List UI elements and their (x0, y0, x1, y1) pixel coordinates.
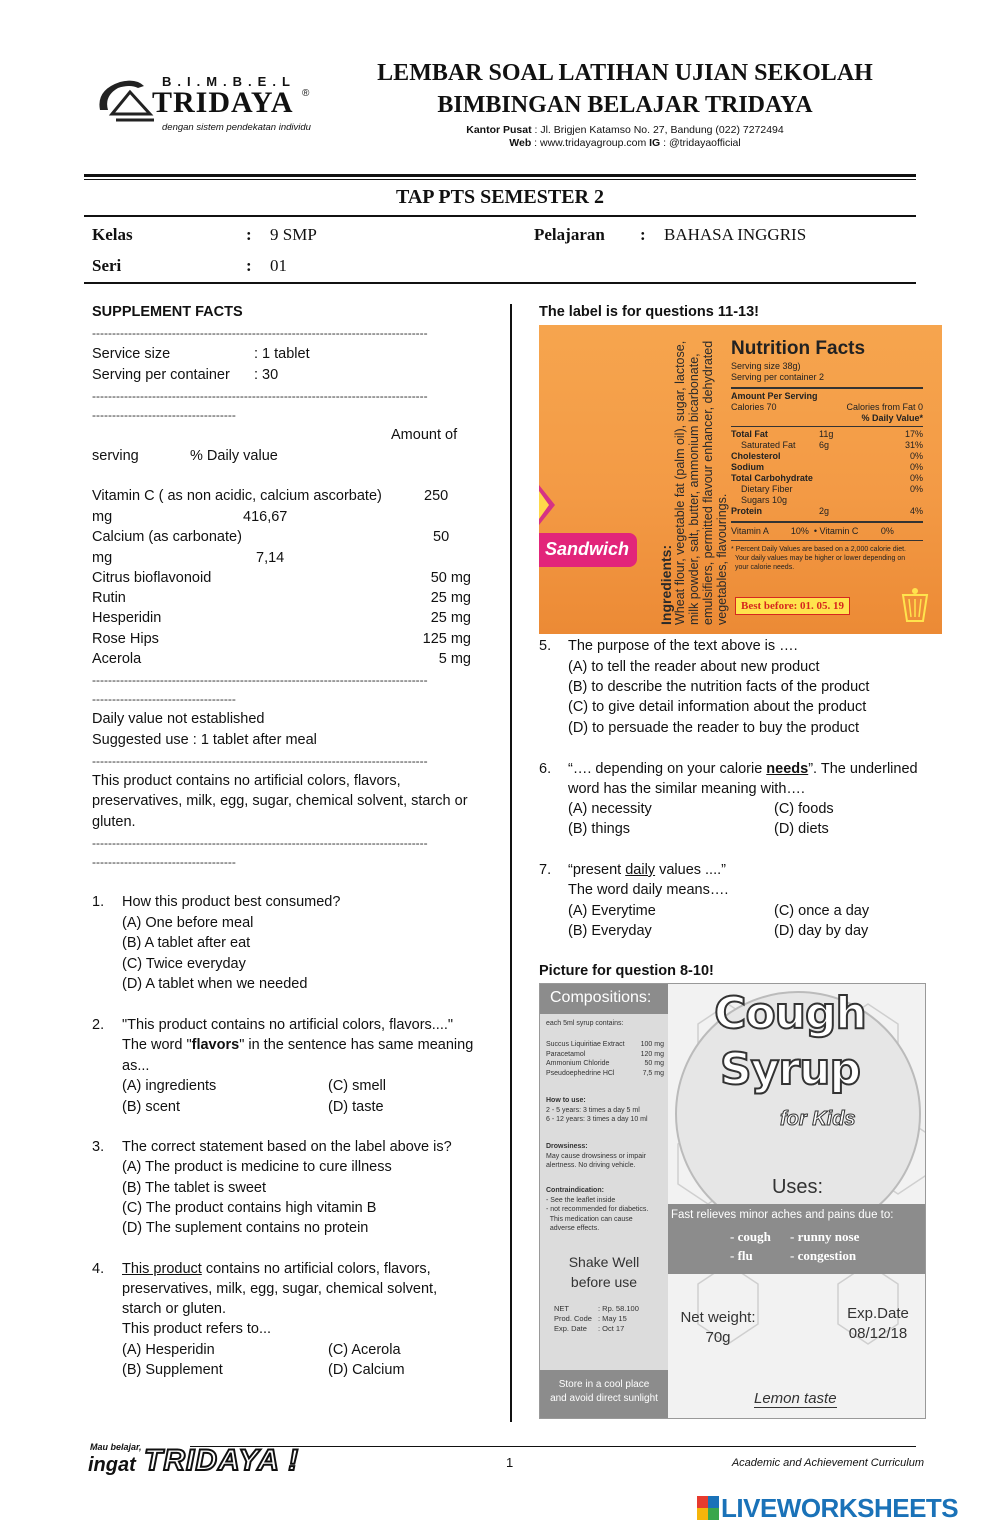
tridaya-logo (92, 70, 322, 140)
seri-value: 01 (270, 256, 287, 275)
q7-text-pre: “present (568, 862, 626, 878)
answer-option[interactable]: (C) Acerola (328, 1342, 401, 1358)
answer-option[interactable]: (C) Twice everyday (122, 956, 246, 972)
answer-option[interactable]: (C) foods (774, 801, 834, 817)
dash-line: ------------------------------------ (92, 692, 236, 706)
supplement-item-name: Hesperidin (92, 610, 162, 626)
nutrient-label: Saturated Fat (741, 440, 796, 450)
question-text: preservatives, milk, egg, sugar, chemical solvent, (122, 1281, 438, 1297)
answer-option[interactable]: (D) diets (774, 821, 829, 837)
prod-value: : May 15 (598, 1314, 627, 1323)
dash-line: ------------------------------------ (92, 855, 236, 869)
contra-line: - not recommended for diabetics. (546, 1206, 649, 1213)
nutrient-label: Sodium (731, 462, 764, 472)
nutrient-dv: 0% (909, 462, 923, 472)
liveworksheets-text: LIVEWORKSHEETS (721, 1493, 959, 1523)
question-text (122, 1037, 473, 1053)
vitamins: Vitamin A 10% • Vitamin C 0% (731, 526, 894, 536)
answer-option[interactable]: (A) Hesperidin (122, 1342, 215, 1358)
header-divider-thick (84, 174, 916, 177)
drowsiness-line: alertness. No driving vehicle. (546, 1162, 636, 1169)
supplement-item-name: Rutin (92, 590, 126, 606)
vitamin-c-name: Vitamin C ( as non acidic, calcium ascorbate) (92, 488, 382, 504)
answer-option[interactable]: (D) Calcium (328, 1362, 405, 1378)
ingredients-title: Ingredients: (658, 544, 674, 625)
panel-rule (731, 540, 923, 541)
supplement-title: SUPPLEMENT FACTS (92, 304, 243, 320)
exam-title: TAP PTS SEMESTER 2 (395, 186, 605, 208)
how-to-use-line: 6 - 12 years: 3 times a day 10 ml (546, 1116, 648, 1123)
ingredients-line: emulsifiers, permitted flavour enhancer, dehydrated (701, 340, 715, 625)
supplement-item-amount: 25 mg (430, 590, 471, 606)
answer-option[interactable]: (D) A tablet when we needed (122, 976, 308, 992)
nutrition-panel (731, 337, 923, 572)
sandwich-text: Sandwich (545, 539, 630, 559)
net-weight-value: 70g (705, 1329, 731, 1346)
pelajaran-value: BAHASA INGGRIS (664, 225, 807, 244)
question-number: 1. (92, 894, 105, 910)
exp-date-label: Exp.Date (847, 1305, 909, 1322)
uses-title: Uses: (771, 1176, 824, 1198)
net-label: NET (554, 1304, 569, 1313)
question-number: 5. (539, 638, 552, 654)
exp-label: Exp. Date (554, 1324, 587, 1333)
nutrient-dv: 4% (909, 506, 923, 516)
daily-value-header: % Daily value (190, 448, 278, 464)
answer-option[interactable]: (B) things (568, 821, 631, 837)
slogan-brand: TRIDAYA ! (144, 1444, 300, 1477)
slogan-small: Mau belajar, (90, 1442, 142, 1452)
contra-line: adverse effects. (546, 1225, 600, 1232)
question-text: starch or gluten. (122, 1301, 226, 1317)
drowsiness-line: May cause drowsiness or impair (546, 1152, 646, 1160)
exp-date (838, 1304, 918, 1344)
q6-underlined-word: needs (766, 761, 809, 777)
question-text: This product refers to... (122, 1321, 272, 1337)
vitamin-c-dv: 416,67 (243, 509, 288, 525)
syrup-ingredients (546, 1040, 664, 1078)
ig-text: : @tridayaofficial (660, 137, 741, 149)
syrup-ingredient-row (546, 1059, 664, 1069)
nutrition-row (731, 484, 923, 495)
contains-line-2: preservatives, milk, egg, sugar, chemical solvent, starch or (92, 793, 468, 809)
nutrient-amount: 2g (819, 506, 830, 516)
question-number: 6. (539, 761, 552, 777)
question-number: 2. (92, 1017, 105, 1033)
brand-syrup: Syrup (720, 1044, 860, 1095)
dv-header: % Daily Value* (861, 413, 923, 423)
nutrient-label: Protein (731, 506, 763, 516)
footnote: your calorie needs. (735, 564, 795, 571)
exp-value: : Oct 17 (598, 1324, 625, 1333)
amount-per: Amount Per Serving (731, 391, 818, 401)
live-badge-text: LIVE (697, 1520, 708, 1526)
ingredients-line: vegetables, flavourings. (715, 493, 729, 625)
nutrition-row (731, 495, 923, 506)
logo-bimbel: B.I.M.B.E.L (162, 74, 296, 89)
prod-row (554, 1314, 666, 1324)
dash-line: ------------------------------------------------------------------------------------ (92, 754, 428, 768)
answer-option[interactable]: (A) The product is medicine to cure illness (122, 1159, 392, 1175)
nutrition-row (731, 473, 923, 484)
info-divider (84, 282, 916, 284)
answer-option[interactable]: (B) The tablet is sweet (122, 1180, 266, 1196)
panel-rule (731, 521, 923, 523)
dash-line: ------------------------------------ (92, 408, 236, 422)
header-title-2: BIMBINGAN BELAJAR TRIDAYA (437, 92, 813, 118)
answer-option[interactable]: (C) smell (328, 1078, 386, 1094)
symptom: - runny nose (790, 1229, 860, 1244)
cough-syrup-heading: Picture for question 8-10! (539, 963, 714, 979)
kelas-label: Kelas (92, 225, 133, 244)
shake-line: before use (570, 1274, 638, 1290)
nutrient-dv: 0% (909, 473, 923, 483)
q2-bold-word: flavors (191, 1037, 240, 1053)
pelajaran-label: Pelajaran (534, 225, 605, 244)
question-text: as... (122, 1058, 150, 1074)
header-web (340, 137, 910, 149)
pelajaran-colon: : (640, 225, 646, 244)
slogan-ingat: ingat (88, 1454, 136, 1476)
service-size-label: Service size (92, 346, 171, 362)
nutrient-label: Total Fat (731, 429, 768, 439)
serving-per: Serving per container 2 (731, 372, 825, 382)
logo-tagline: dengan sistem pendekatan individu (162, 122, 311, 133)
question-text: How this product best consumed? (122, 894, 341, 910)
q2-text-post: " in the sentence has same meaning (239, 1037, 474, 1053)
nutrition-title: Nutrition Facts (731, 338, 866, 359)
syrup-ingredient-amount: 120 mg (640, 1050, 664, 1058)
net-weight-label: Net weight: (680, 1309, 756, 1326)
nutrient-label: Cholesterol (731, 451, 781, 461)
answer-option[interactable]: (A) ingredients (122, 1078, 217, 1094)
exp-row (554, 1324, 666, 1334)
seri-colon: : (246, 256, 252, 275)
supplement-item-name: Acerola (92, 651, 142, 667)
question-number: 3. (92, 1139, 105, 1155)
serving-per-value: : 30 (254, 367, 279, 383)
liveworksheets-logo (697, 1494, 997, 1524)
badge-cell (697, 1496, 708, 1508)
syrup-ingredient-name: Succus Liquiritiae Extract (546, 1041, 625, 1048)
calories-row (731, 402, 923, 413)
nutrition-row (731, 506, 923, 517)
question-text (568, 862, 726, 878)
vitamin-c-unit: mg (92, 509, 113, 525)
calcium-amount: 50 (433, 529, 450, 545)
question-text: word has the similar meaning with…. (568, 781, 805, 797)
contraindication (546, 1186, 666, 1234)
supplement-item-name: Rose Hips (92, 631, 159, 647)
logo-name: TRIDAYA (152, 86, 294, 119)
answer-option[interactable]: (B) A tablet after eat (122, 935, 251, 951)
question-text: The correct statement based on the label above is? (122, 1139, 452, 1155)
net-weight (678, 1308, 758, 1348)
nutrition-row (731, 440, 923, 451)
pink-wedge-icon (539, 485, 559, 525)
nutrition-heading: The label is for questions 11-13! (539, 304, 759, 320)
drowsiness (546, 1142, 666, 1171)
live-badge (697, 1496, 719, 1520)
nutrient-dv: 0% (909, 451, 923, 461)
price-row (554, 1304, 666, 1314)
q4-text-rest: contains no artificial colors, flavors, (201, 1261, 431, 1277)
question-number: 7. (539, 862, 552, 878)
question-text: The purpose of the text above is …. (568, 638, 798, 654)
nutrient-dv: 0% (909, 484, 923, 494)
store-text (540, 1378, 668, 1406)
supplement-item-amount: 125 mg (422, 631, 471, 647)
contains-line-3: gluten. (92, 814, 136, 830)
brand-for-kids: for Kids (780, 1108, 856, 1130)
page-number: 1 (506, 1455, 514, 1470)
dash-line: ------------------------------------------------------------------------------------ (92, 673, 428, 687)
logo-registered: ® (302, 88, 310, 99)
brand-cough: Cough (714, 988, 866, 1039)
office-label: Kantor Pusat (466, 124, 532, 136)
nutrient-label: Sugars 10g (741, 495, 788, 505)
answer-option[interactable]: (A) to tell the reader about new product (568, 659, 820, 675)
nutrition-rows (731, 429, 923, 517)
shake-line: Shake Well (568, 1254, 640, 1270)
uses-relieves: Fast relieves minor aches and pains due to: (671, 1209, 894, 1221)
how-to-use-line: 2 - 5 years: 3 times a day 5 ml (546, 1106, 640, 1114)
ig-label: IG (649, 137, 661, 149)
nutrition-row (731, 429, 923, 440)
badge-cell (708, 1508, 719, 1520)
exp-date-value: 08/12/18 (848, 1325, 908, 1342)
answer-option[interactable]: (D) day by day (774, 923, 869, 939)
symptom: - flu (730, 1248, 753, 1263)
nutrient-dv: 17% (904, 429, 923, 439)
each-dose: each 5ml syrup contains: (546, 1020, 624, 1027)
cough-syrup-image (539, 983, 926, 1419)
question-text (568, 761, 918, 777)
store-line: and avoid direct sunlight (550, 1393, 658, 1404)
answer-option[interactable]: (D) The suplement contains no protein (122, 1220, 369, 1236)
vitamin-c-amount: 250 (424, 488, 449, 504)
badge-cell (708, 1496, 719, 1508)
kelas-value: 9 SMP (270, 225, 317, 244)
nutrition-label-image (539, 325, 942, 634)
supplement-item-name: Citrus bioflavonoid (92, 570, 212, 586)
supplement-item-amount: 25 mg (430, 610, 471, 626)
store-line: Store in a cool place (558, 1379, 650, 1390)
answer-option[interactable]: (A) necessity (568, 801, 652, 817)
question-text: The word daily means…. (568, 882, 729, 898)
calcium-dv: 7,14 (256, 550, 285, 566)
lemon-taste: Lemon taste (754, 1390, 837, 1407)
syrup-ingredient-row (546, 1050, 664, 1060)
q4-underlined: This product (122, 1261, 202, 1277)
ingredients-line: milk powder, salt, butter, ammonium bicarbonate, (687, 353, 701, 625)
syrup-ingredient-row (546, 1040, 664, 1050)
q6-text-pre: “…. depending on your calorie (568, 761, 767, 777)
dash-line: ------------------------------------------------------------------------------------ (92, 326, 428, 340)
answer-option[interactable]: (C) once a day (774, 903, 870, 919)
nutrient-dv: 31% (904, 440, 923, 450)
q7-underlined-word: daily (625, 862, 656, 878)
contra-line: - See the leaflet inside (546, 1196, 616, 1204)
best-before: Best before: 01. 05. 19 (735, 597, 850, 615)
question-text (122, 1261, 431, 1277)
panel-rule (731, 387, 923, 389)
syrup-ingredient-name: Ammonium Chloride (546, 1060, 610, 1067)
contains-line-1: This product contains no artificial colors, flavors, (92, 773, 401, 789)
footnote: * Percent Daily Values are based on a 2,000 calorie diet. (731, 546, 906, 553)
serving-size: Serving size 38g) (731, 361, 801, 371)
prod-label: Prod. Code (554, 1314, 592, 1323)
q2-text-pre: The word " (122, 1037, 192, 1053)
calories-fat: Calories from Fat 0 (846, 402, 923, 412)
how-to-use-title: How to use: (546, 1097, 586, 1104)
answer-option[interactable]: (B) Everyday (568, 923, 652, 939)
badge-cell (697, 1508, 708, 1520)
answer-option[interactable]: (C) to give detail information about the product (568, 699, 867, 715)
answer-option[interactable]: (A) One before meal (122, 915, 254, 931)
answer-option[interactable]: (C) The product contains high vitamin B (122, 1200, 377, 1216)
header-title-1: LEMBAR SOAL LATIHAN UJIAN SEKOLAH (377, 60, 873, 86)
web-text: : www.tridayagroup.com (531, 137, 650, 149)
syrup-ingredient-name: Pseudoephedrine HCl (546, 1069, 615, 1077)
recycle-bin-icon (899, 587, 931, 623)
ingredients-line: Wheat flour, vegetable fat (palm oil), sugar, lactose, (673, 340, 687, 625)
syrup-ingredient-name: Paracetamol (546, 1050, 586, 1058)
contra-title: Contraindication: (546, 1187, 604, 1194)
calories: Calories 70 (731, 402, 777, 412)
answer-option[interactable]: (A) Everytime (568, 903, 656, 919)
web-label: Web (509, 137, 532, 149)
net-value: : Rp. 58.100 (598, 1304, 639, 1313)
footnote: Your daily values may be higher or lower depending on (735, 555, 906, 562)
answer-option[interactable]: (D) taste (328, 1099, 384, 1115)
dash-line: ------------------------------------------------------------------------------------ (92, 389, 428, 403)
ingredients-block (659, 335, 739, 625)
compositions-title: Compositions: (550, 989, 652, 1006)
contra-line: This medication can cause (546, 1215, 633, 1223)
price-info (554, 1304, 666, 1334)
q6-text-post: ”. The underlined (808, 761, 918, 777)
symptom: - cough (730, 1229, 771, 1244)
nutrient-label: Total Carbohydrate (731, 473, 813, 483)
nutrient-amount: 6g (819, 440, 830, 450)
serving-header: serving (92, 448, 139, 464)
supplement-item-amount: 5 mg (438, 651, 471, 667)
syrup-ingredient-amount: 7,5 mg (642, 1069, 664, 1077)
question-number: 4. (92, 1261, 105, 1277)
curriculum-text: Academic and Achievement Curriculum (731, 1457, 924, 1469)
nutrient-label: Dietary Fiber (741, 484, 793, 494)
how-to-use (546, 1096, 666, 1125)
question-text: "This product contains no artificial colors, flavors...." (122, 1017, 454, 1033)
answer-option[interactable]: (B) scent (122, 1099, 181, 1115)
dv-not-established: Daily value not established (92, 711, 265, 727)
syrup-ingredient-row (546, 1069, 664, 1079)
answer-option[interactable]: (B) Supplement (122, 1362, 223, 1378)
panel-rule (731, 426, 923, 427)
nutrition-row (731, 462, 923, 473)
calcium-unit: mg (92, 550, 113, 566)
symptom: - congestion (790, 1248, 857, 1263)
header-divider-thin (84, 179, 916, 180)
nutrient-amount: 11g (819, 429, 834, 439)
answer-option[interactable]: (B) to describe the nutrition facts of the product (568, 679, 870, 695)
suggested-use: Suggested use : 1 tablet after meal (92, 732, 317, 748)
exam-title-divider (84, 215, 916, 217)
dash-line: ------------------------------------------------------------------------------------ (92, 836, 428, 850)
syrup-ingredient-amount: 50 mg (644, 1060, 664, 1067)
serving-per-label: Serving per container (92, 367, 230, 383)
header-office (340, 124, 910, 136)
shake-well (540, 1252, 668, 1292)
syrup-ingredient-amount: 100 mg (640, 1041, 664, 1048)
kelas-colon: : (246, 225, 252, 244)
seri-label: Seri (92, 256, 122, 275)
nutrition-row (731, 451, 923, 462)
q7-text-post: values ....” (655, 862, 726, 878)
supplement-item-amount: 50 mg (430, 570, 471, 586)
office-text: : Jl. Brigjen Katamso No. 27, Bandung (022) 7272494 (531, 124, 784, 136)
drowsiness-title: Drowsiness: (546, 1143, 588, 1150)
footer-slogan (88, 1440, 338, 1484)
service-size-value: : 1 tablet (254, 346, 310, 362)
calcium-name: Calcium (as carbonate) (92, 529, 242, 545)
answer-option[interactable]: (D) to persuade the reader to buy the product (568, 720, 859, 736)
amount-of: Amount of (391, 427, 458, 443)
column-divider (510, 304, 512, 1422)
